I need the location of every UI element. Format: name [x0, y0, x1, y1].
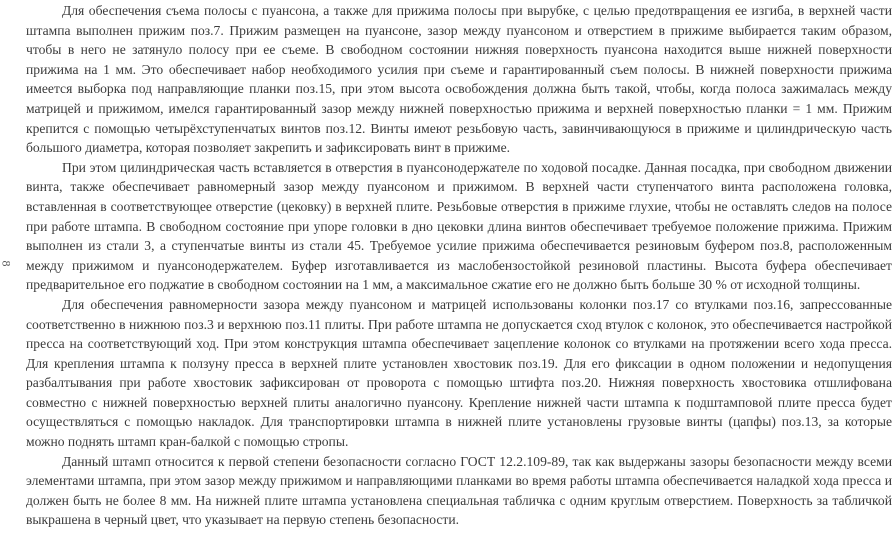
paragraph-guide-columns: Для обеспечения равномерности зазора между пуансоном и матрицей использованы колонки поз.17 со втулками поз.16, запрессованные соответственно в нижнюю поз.3 и верхнюю поз.11 плиты. При работе штампа не допускается сход втулок с колонок, это обеспечивается настройкой пресса на соответствующий ход. При этом конструкция штампа обеспечивает зацепление колонок со втулками на протяжении всего хода пресса. Для крепления штампа к ползуну пресса в верхней плите установлен хвостовик поз.19. Для его фиксации в одном положении и недопущения разбалтывания при работе хвостовик зафиксирован от проворота с помощью штифта поз.20. Нижняя поверхность хвостовика отшлифована совместно с нижней поверхностью верхней плиты аналогично пуансону. Крепление нижней части штампа к подштамповой плите пресса будет осуществляться с помощью накладок. Для транспортировки штампа в нижней плите установлены грузовые винты (цапфы) поз.13, за которые можно поднять штамп кран-балкой с помощью стропы.	[26, 296, 892, 450]
document-body	[26, 1, 892, 530]
paragraph-stepped-screws: При этом цилиндрическая часть вставляется в отверстия в пуансонодержателе по ходовой посадке. Данная посадка, при свободном движении винта, также обеспечивает равномерный зазор между пуансоном и прижимом. В верхней части ступенчатого винта расположена головка, вставленная в соответствующее отверстие (цековку) в верхней плите. Резьбовые отверстия в прижиме глухие, чтобы не оставлять следов на полосе при работе штампа. В свободном состояние при упоре головки в дно цековки длина винтов обеспечивает требуемое положение прижима. Прижим выполнен из стали 3, а ступенчатые винты из стали 45. Требуемое усилие прижима обеспечивается резиновым буфером поз.8, расположенным между прижимом и пуансонодержателем. Буфер изготавливается из маслобензостойкой резиновой пластины. Высота буфера обеспечивает предварительное его поджатие в свободном состоянии на 1 мм, а максимальное сжатие его не должно быть больше 30 % от исходной толщины.	[26, 159, 892, 293]
page-number: 8	[0, 260, 14, 267]
paragraph-safety-class: Данный штамп относится к первой степени безопасности согласно ГОСТ 12.2.109-89, так как выдержаны зазоры безопасности между всеми элементами штампа, при этом зазор между прижимом и направляющими планками во время работы штампа обеспечивается наладкой хода пресса и должен быть не более 8 мм. На нижней плите штампа установлена специальная табличка с одним круглым отверстием. Поверхность за табличкой выкрашена в черный цвет, что указывает на первую степень безопасности.	[26, 453, 892, 528]
paragraph-stripper: Для обеспечения съема полосы с пуансона, а также для прижима полосы при вырубке, с целью предотвращения ее изгиба, в верхней части штампа выполнен прижим поз.7. Прижим размещен на пуансоне, зазор между пуансоном и отверстием в прижиме выбирается таким образом, чтобы в него не затянуло полосу при ее съеме. В свободном состоянии нижняя поверхность пуансона находится выше нижней поверхности прижима на 1 мм. Это обеспечивает набор необходимого усилия при съеме и гарантированный съем полосы. В нижней поверхности прижима имеется выборка под направляющие планки поз.15, при этом высота освобождения должна быть такой, чтобы, когда полоса зажималась между матрицей и прижимом, имелся гарантированный зазор между нижней поверхностью прижима и верхней поверхностью планки = 1 мм. Прижим крепится с помощью четырёхступенчатых винтов поз.12. Винты имеют резьбовую часть, завинчивающуюся в прижиме и цилиндрическую часть большого диаметра, которая позволяет закрепить и зафиксировать винт в прижиме.	[26, 3, 892, 156]
